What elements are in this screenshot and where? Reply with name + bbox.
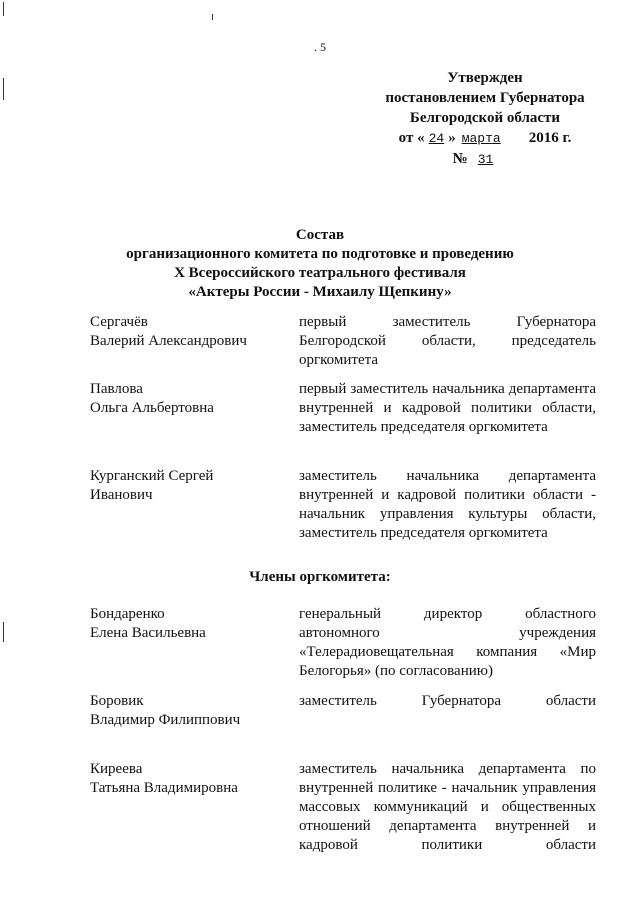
person-role: первый заместитель Губернатора Белгородской области, председатель оргкомитета	[299, 314, 596, 368]
approval-line: Белгородской области	[409, 110, 561, 126]
approval-number	[360, 149, 610, 170]
date-day: 24	[428, 131, 445, 146]
person-role: заместитель начальника департамента по внутренней политике - начальник управления массовых коммуникаций и общественных отношений департамента внутренней и кадровой политики области	[299, 761, 596, 853]
person-given-name: Татьяна Владимировна	[90, 780, 238, 796]
person-name	[90, 760, 280, 798]
person-role: заместитель начальника департамента внутренней и кадровой политики области - начальник управления культуры области, заместитель председателя оргкомитета	[299, 468, 596, 541]
person-name	[90, 605, 280, 643]
title-line: Состав	[295, 227, 345, 243]
person-name	[90, 313, 280, 351]
scan-mark	[212, 14, 213, 20]
scan-mark	[3, 622, 4, 642]
approval-line: Утвержден	[447, 70, 523, 86]
person-name	[90, 467, 280, 505]
person-name	[90, 380, 280, 418]
date-year: 2016 г.	[528, 130, 572, 146]
person-surname: Павлова	[90, 381, 143, 397]
person-role: генеральный директор областного автономного учреждения «Телерадиовещательная компания «Мир Белогорья» (по согласованию)	[299, 606, 596, 679]
person-surname: Боровик	[90, 693, 144, 709]
approval-line: постановлением Губернатора	[385, 90, 585, 106]
person-given-name: Владимир Филиппович	[90, 712, 241, 728]
title-line: X Всероссийского театрального фестиваля	[174, 265, 466, 281]
members-heading: Члены оргкомитета:	[249, 569, 391, 585]
person-surname: Киреева	[90, 761, 143, 777]
person-given-name: Иванович	[90, 487, 153, 503]
date-month: марта	[461, 131, 501, 146]
person-given-name: Ольга Альбертовна	[90, 400, 214, 416]
date-prefix: от «	[398, 130, 425, 146]
person-given-name: Елена Васильевна	[90, 625, 206, 641]
person-role: первый заместитель начальника департамента внутренней и кадровой политики области, заместитель председателя оргкомитета	[299, 381, 596, 435]
document-title	[60, 226, 580, 302]
page-number: . 5	[314, 40, 326, 54]
scan-mark	[3, 2, 4, 16]
number-value: 31	[477, 152, 494, 167]
person-name	[90, 692, 280, 730]
title-line: организационного комитета по подготовке и проведению	[126, 246, 514, 262]
approval-stamp	[360, 68, 610, 170]
person-role: заместитель Губернатора области	[299, 693, 596, 709]
title-line: «Актеры России - Михаилу Щепкину»	[188, 284, 452, 300]
number-label: №	[452, 151, 468, 167]
person-given-name: Валерий Александрович	[90, 333, 247, 349]
approval-date	[360, 128, 610, 149]
date-mid: »	[448, 130, 456, 146]
person-surname: Бондаренко	[90, 606, 165, 622]
scan-mark	[3, 78, 4, 100]
person-surname: Курганский Сергей	[90, 468, 214, 484]
person-surname: Сергачёв	[90, 314, 148, 330]
